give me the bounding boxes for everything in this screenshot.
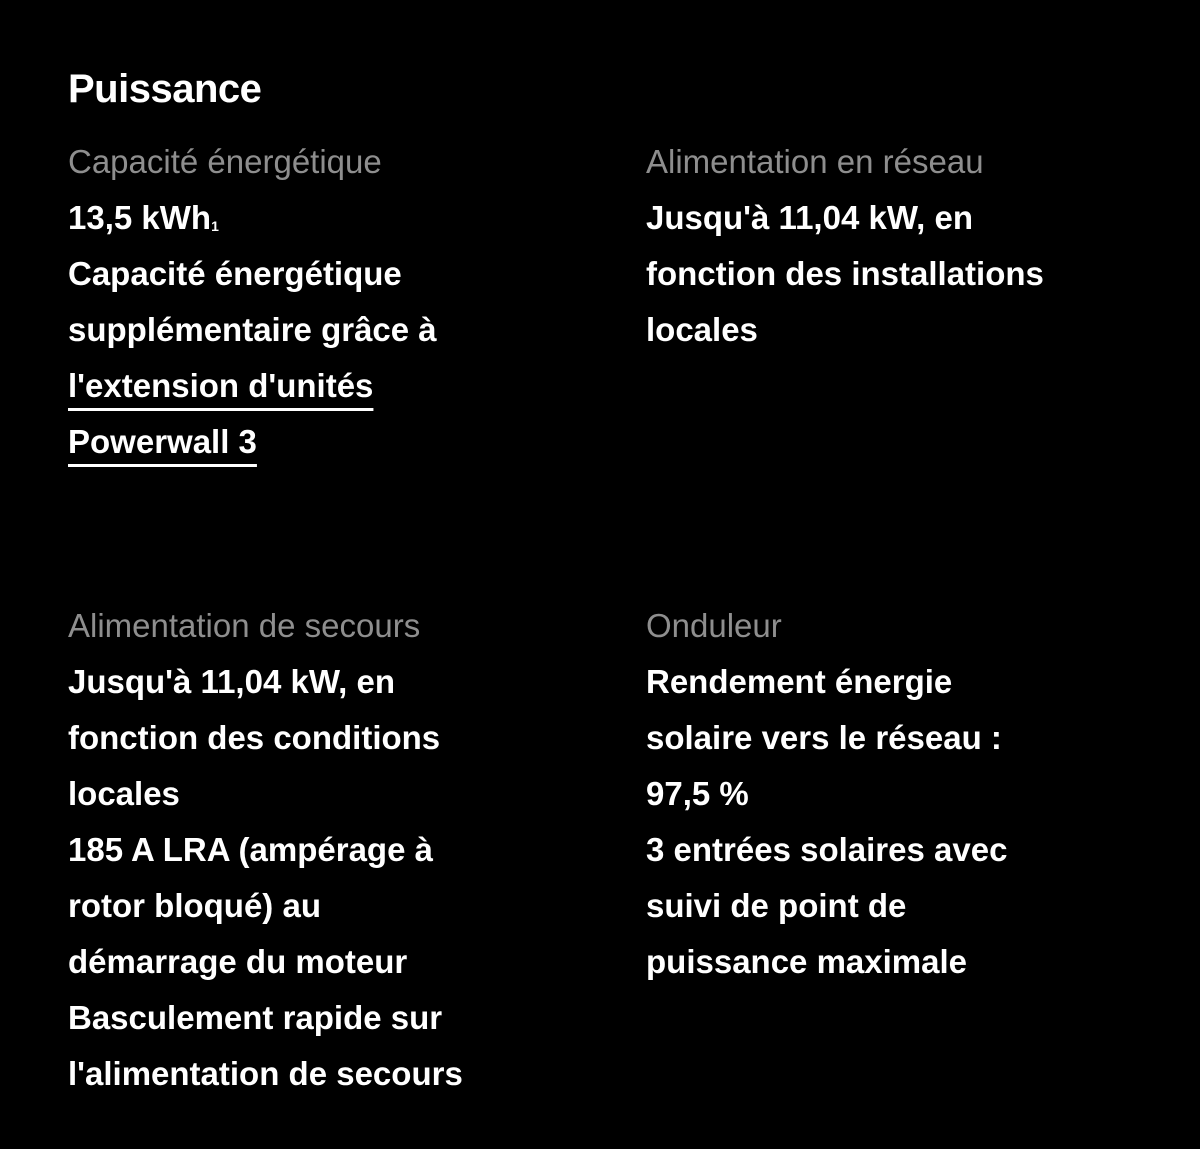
spec-value	[68, 190, 588, 246]
spec-value-line: Basculement rapide sur	[68, 999, 443, 1036]
spec-value-line: Jusqu'à 11,04 kW, en	[68, 663, 396, 700]
spec-value-line: 97,5 %	[646, 775, 749, 812]
spec-value-line: puissance maximale	[646, 943, 968, 980]
spec-value-line: solaire vers le réseau :	[646, 719, 1002, 756]
spec-value-line: rotor bloqué) au	[68, 887, 321, 924]
spec-value-line: fonction des installations	[646, 255, 1044, 292]
energy-capacity-value: 13,5 kWh	[68, 199, 212, 236]
spec-link-line	[68, 358, 588, 414]
spec-backup-power	[68, 598, 588, 1102]
spec-label: Capacité énergétique	[68, 143, 382, 180]
spec-value-line: locales	[646, 311, 758, 348]
spec-description-line: supplémentaire grâce à	[68, 311, 437, 348]
spec-value-line: locales	[68, 775, 180, 812]
footnote-marker[interactable]: 1	[211, 218, 219, 234]
spec-value-line: 3 entrées solaires avec	[646, 831, 1008, 868]
spec-value-line: démarrage du moteur	[68, 943, 408, 980]
spec-inverter	[646, 598, 1166, 990]
spec-value-line: 185 A LRA (ampérage à	[68, 831, 433, 868]
spec-grid-power	[646, 134, 1166, 358]
spec-value-line: Rendement énergie	[646, 663, 953, 700]
spec-label: Onduleur	[646, 607, 782, 644]
spec-value-line: suivi de point de	[646, 887, 907, 924]
spec-label: Alimentation de secours	[68, 607, 421, 644]
spec-link-line	[68, 414, 588, 470]
spec-description-line: Capacité énergétique	[68, 255, 402, 292]
spec-label: Alimentation en réseau	[646, 143, 984, 180]
spec-value-line: Jusqu'à 11,04 kW, en	[646, 199, 974, 236]
powerwall-extension-link[interactable]: Powerwall 3	[68, 423, 257, 460]
spec-energy-capacity	[68, 134, 588, 470]
powerwall-extension-link[interactable]: l'extension d'unités	[68, 367, 374, 404]
page-title: Puissance	[68, 66, 262, 111]
spec-value-line: l'alimentation de secours	[68, 1055, 463, 1092]
spec-value-line: fonction des conditions	[68, 719, 441, 756]
